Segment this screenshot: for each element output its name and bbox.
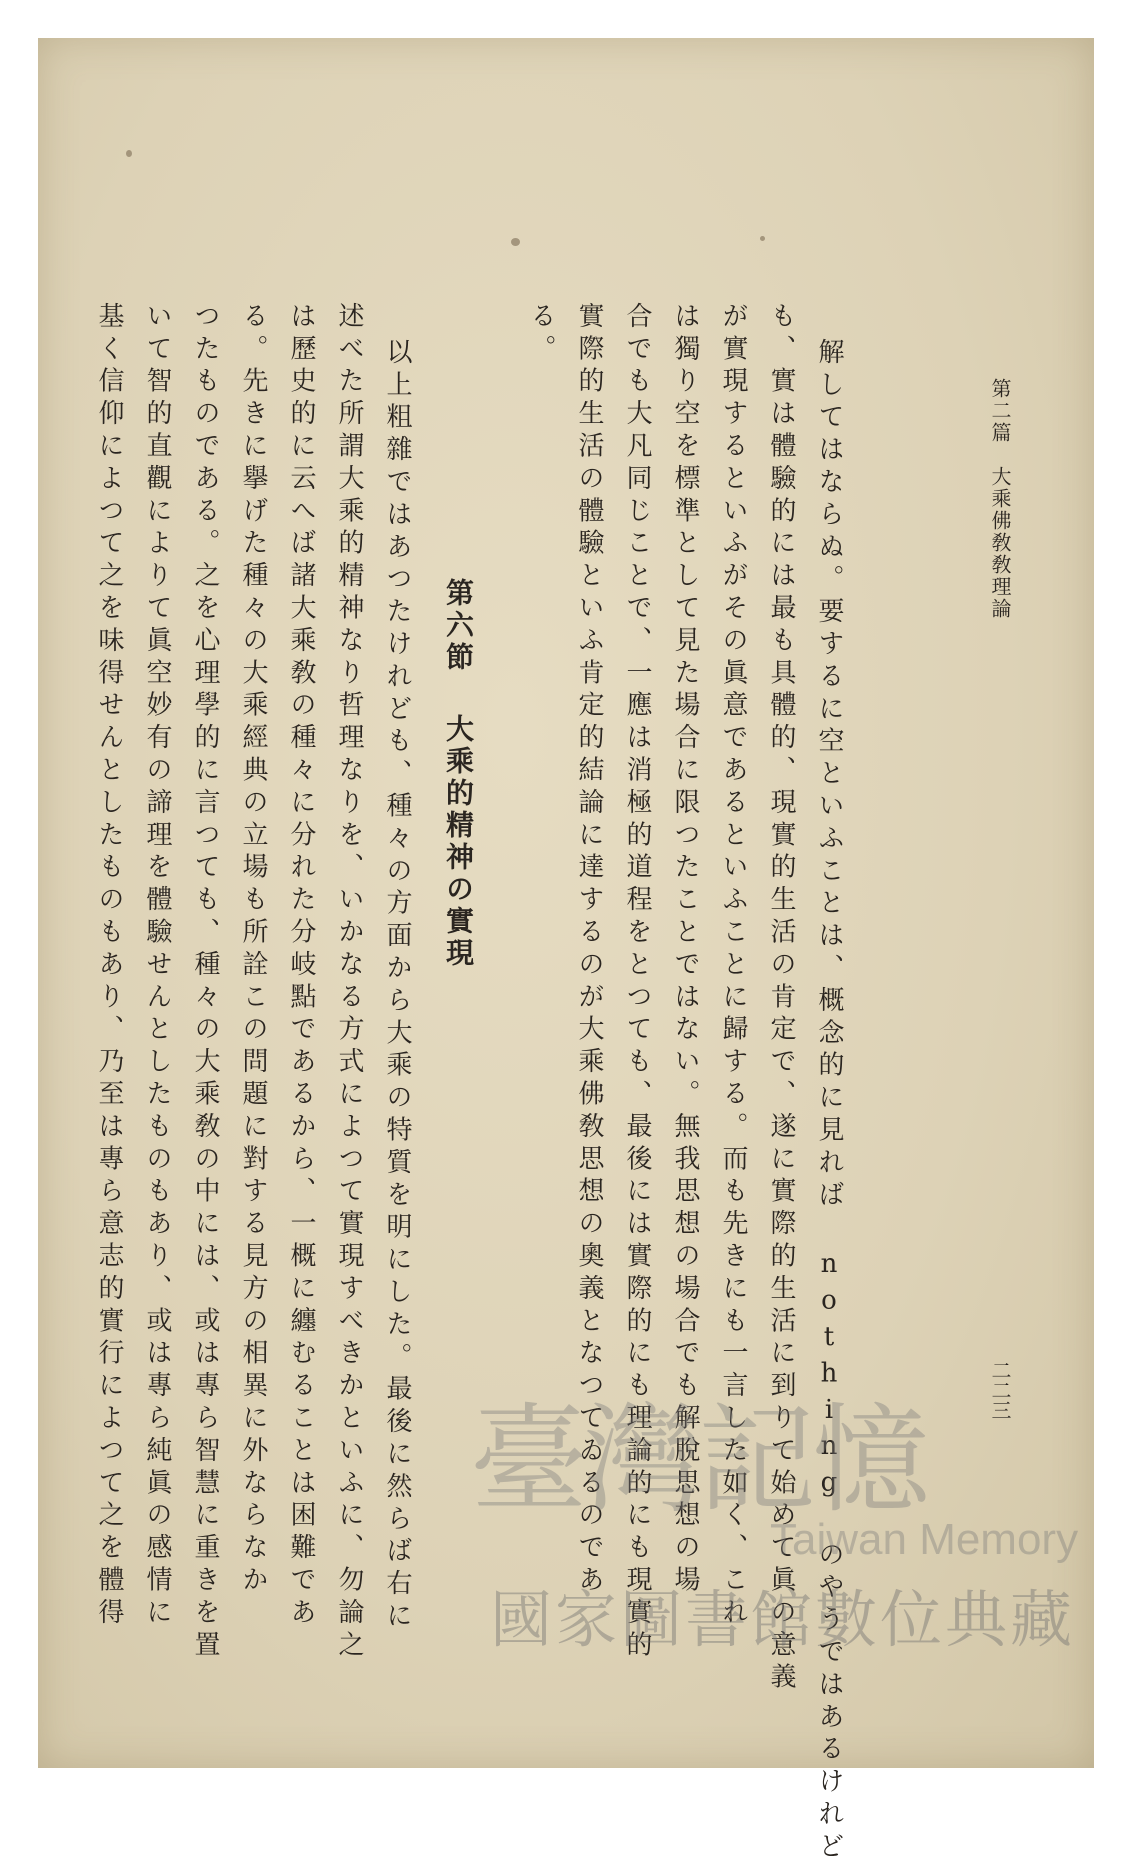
text-line: は獨り空を標準として見た場合に限つたことではない。無我思想の場合でも解脫思想の場 — [670, 302, 700, 1598]
watermark-logo: 臺灣記憶 — [470, 1391, 927, 1529]
text-line: 述べた所謂大乘的精神なり哲理なりを、いかなる方式によつて實現すべきかといふに、勿論之 — [334, 302, 364, 1663]
text-line: も、實は體驗的には最も具體的、現實的生活の肯定で、遂に實際的生活に到りて始めて眞の意義 — [766, 302, 796, 1696]
text-line: る。 — [526, 302, 556, 367]
paper-speck — [511, 238, 520, 246]
text-line: が實現するといふがその眞意であるといふことに歸する。而も先きにも一言した如く、これ — [718, 302, 748, 1631]
text-line: 基く信仰によつて之を味得せんとしたものもあり、乃至は專ら意志的實行によつて之を體得 — [94, 302, 124, 1631]
text-line: 實際的生活の體驗といふ肯定的結論に達するのが大乘佛敎思想の奧義となつてゐるのであ — [574, 302, 604, 1598]
section-number: 第六節 — [442, 578, 475, 674]
text-line: る。先きに擧げた種々の大乘經典の立場も所詮この問題に對する見方の相異に外ならなか — [238, 302, 268, 1598]
paper-speck — [126, 150, 132, 157]
paper-speck — [760, 236, 765, 241]
page-number: 二二三 — [988, 1360, 1012, 1420]
text-line: 解してはならぬ。要するに空といふことは、概念的に見れば nothing のやうではあるけれど — [814, 338, 844, 1864]
text-line: つたものである。之を心理學的に言つても、種々の大乘敎の中には、或は專ら智慧に重きを置 — [190, 302, 220, 1663]
text-line: 合でも大凡同じことで、一應は消極的道程をとつても、最後には實際的にも理論的にも現實的 — [622, 302, 652, 1663]
text-line: 以上粗雜ではあつたけれども、種々の方面から大乘の特質を明にした。最後に然らば右に — [382, 338, 412, 1634]
watermark-english: Taiwan Memory — [770, 1515, 1079, 1564]
watermark-caption: 國家圖書館數位典藏 — [490, 1586, 1076, 1655]
section-heading — [438, 578, 478, 970]
text-line: いて智的直觀によりて眞空妙有の諦理を體驗せんとしたものもあり、或は專ら純眞の感情に — [142, 302, 172, 1631]
section-title: 大乘的精神の實現 — [442, 714, 475, 970]
running-head: 第二篇 大乘佛敎敎理論 — [988, 378, 1012, 620]
text-line: は歷史的に云へば諸大乘敎の種々に分れた分岐點であるから、一概に纏むることは困難であ — [286, 302, 316, 1631]
